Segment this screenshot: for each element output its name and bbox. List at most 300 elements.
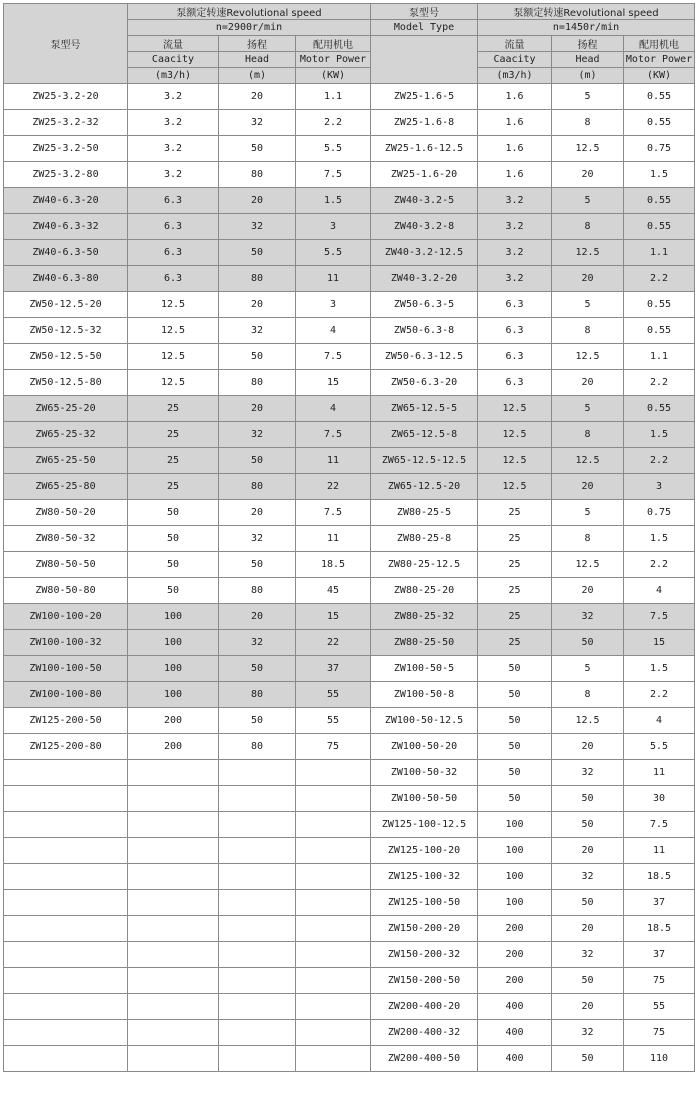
right-head-cell: 20 [552,838,624,864]
right-flow-cell: 1.6 [478,84,552,110]
right-flow-cell: 50 [478,656,552,682]
right-power-cell: 7.5 [624,812,695,838]
right-model-cell: ZW65-12.5-8 [371,422,478,448]
left-model-cell: ZW40-6.3-80 [4,266,128,292]
table-row [4,968,695,994]
right-head-cell: 50 [552,1046,624,1072]
left-model-cell: ZW50-12.5-20 [4,292,128,318]
left-flow-cell [128,942,219,968]
left-speed-title: 泵额定转速Revolutional speed [128,4,371,20]
right-power-cell: 0.55 [624,396,695,422]
right-power-cell: 15 [624,630,695,656]
left-model-cell: ZW65-25-50 [4,448,128,474]
left-head-cell: 50 [219,136,296,162]
right-model-cell: ZW40-3.2-8 [371,214,478,240]
right-model-cell: ZW50-6.3-5 [371,292,478,318]
right-model-cell: ZW80-25-8 [371,526,478,552]
right-flow-cell: 50 [478,734,552,760]
left-model-cell [4,838,128,864]
right-head-cell: 32 [552,604,624,630]
right-flow-cell: 400 [478,1046,552,1072]
left-model-cell: ZW25-3.2-50 [4,136,128,162]
left-model-cell: ZW25-3.2-32 [4,110,128,136]
right-power-cell: 18.5 [624,864,695,890]
left-model-cell: ZW80-50-80 [4,578,128,604]
right-model-cell: ZW40-3.2-5 [371,188,478,214]
left-head-cell: 80 [219,370,296,396]
left-flow-cell [128,786,219,812]
left-power-cell: 4 [296,318,371,344]
right-speed-value: n=1450r/min [478,20,695,36]
right-head-cell: 50 [552,890,624,916]
right-power-cell: 2.2 [624,682,695,708]
right-head-cell: 5 [552,292,624,318]
right-model-cell: ZW200-400-50 [371,1046,478,1072]
left-motor-unit: (KW) [296,68,371,84]
left-model-header: 泵型号 [4,4,128,84]
left-power-cell: 15 [296,370,371,396]
right-power-cell: 0.55 [624,84,695,110]
left-model-cell: ZW80-50-50 [4,552,128,578]
right-flow-cell: 100 [478,864,552,890]
table-row [4,84,695,110]
table-row [4,942,695,968]
table-row [4,136,695,162]
left-power-cell: 4 [296,396,371,422]
right-model-cell: ZW80-25-5 [371,500,478,526]
right-model-cell: ZW125-100-12.5 [371,812,478,838]
table-row [4,604,695,630]
right-power-cell: 2.2 [624,552,695,578]
left-model-cell [4,968,128,994]
right-motor-en: Motor Power [624,52,695,68]
left-power-cell [296,864,371,890]
left-flow-cell: 100 [128,656,219,682]
left-power-cell [296,1046,371,1072]
right-power-cell: 110 [624,1046,695,1072]
left-flow-cell: 6.3 [128,188,219,214]
left-model-cell: ZW65-25-32 [4,422,128,448]
left-model-cell [4,890,128,916]
right-head-cell: 20 [552,370,624,396]
left-head-cell [219,838,296,864]
left-head-cell [219,994,296,1020]
left-head-cell [219,916,296,942]
right-flow-cn: 流量 [478,36,552,52]
left-model-cell: ZW65-25-20 [4,396,128,422]
left-head-cell: 32 [219,630,296,656]
left-flow-unit: (m3/h) [128,68,219,84]
left-flow-cell [128,812,219,838]
right-head-cell: 32 [552,1020,624,1046]
left-flow-cell [128,994,219,1020]
table-row [4,110,695,136]
right-power-cell: 37 [624,942,695,968]
right-flow-cell: 25 [478,526,552,552]
left-speed-value: n=2900r/min [128,20,371,36]
right-head-cell: 8 [552,526,624,552]
table-row [4,214,695,240]
right-flow-cell: 200 [478,942,552,968]
right-model-cell: ZW65-12.5-5 [371,396,478,422]
table-row [4,682,695,708]
left-head-cell: 20 [219,396,296,422]
table-row [4,552,695,578]
left-head-cell: 80 [219,734,296,760]
left-head-cell: 20 [219,188,296,214]
left-head-cell [219,864,296,890]
right-model-cell: ZW125-100-20 [371,838,478,864]
left-head-cell: 32 [219,526,296,552]
right-power-cell: 0.55 [624,214,695,240]
right-head-cell: 12.5 [552,448,624,474]
left-power-cell [296,916,371,942]
left-flow-cell: 100 [128,630,219,656]
right-power-cell: 0.55 [624,292,695,318]
right-flow-cell: 6.3 [478,292,552,318]
left-flow-cell: 12.5 [128,370,219,396]
right-model-cell: ZW50-6.3-20 [371,370,478,396]
right-model-cell: ZW65-12.5-20 [371,474,478,500]
right-power-cell: 75 [624,1020,695,1046]
right-power-cell: 1.5 [624,656,695,682]
left-head-cell: 20 [219,292,296,318]
table-row [4,266,695,292]
right-model-cell: ZW50-6.3-8 [371,318,478,344]
left-power-cell: 45 [296,578,371,604]
right-head-cell: 20 [552,162,624,188]
table-row [4,708,695,734]
left-model-cell: ZW50-12.5-50 [4,344,128,370]
right-head-unit: (m) [552,68,624,84]
left-model-cell: ZW100-100-20 [4,604,128,630]
right-head-cell: 20 [552,578,624,604]
right-flow-cell: 200 [478,968,552,994]
right-power-cell: 2.2 [624,266,695,292]
left-flow-cell: 25 [128,396,219,422]
right-model-cell: ZW200-400-32 [371,1020,478,1046]
left-flow-cell [128,864,219,890]
right-model-cell: ZW100-50-5 [371,656,478,682]
right-model-cell: ZW100-50-32 [371,760,478,786]
left-power-cell: 7.5 [296,500,371,526]
left-head-cell: 80 [219,682,296,708]
left-power-cell: 55 [296,708,371,734]
left-head-cell: 32 [219,110,296,136]
right-head-cell: 5 [552,396,624,422]
right-power-cell: 4 [624,708,695,734]
right-power-cell: 1.5 [624,526,695,552]
left-head-cn: 扬程 [219,36,296,52]
right-flow-cell: 3.2 [478,188,552,214]
right-head-cell: 5 [552,500,624,526]
left-model-cell [4,994,128,1020]
table-row [4,630,695,656]
left-model-cell: ZW65-25-80 [4,474,128,500]
table-row [4,890,695,916]
right-power-cell: 55 [624,994,695,1020]
right-flow-cell: 25 [478,604,552,630]
right-head-cell: 12.5 [552,344,624,370]
table-row [4,448,695,474]
right-head-cell: 50 [552,630,624,656]
left-power-cell: 15 [296,604,371,630]
right-head-cell: 32 [552,942,624,968]
right-flow-en: Caacity [478,52,552,68]
left-flow-en: Caacity [128,52,219,68]
left-head-cell [219,942,296,968]
right-model-cell: ZW25-1.6-8 [371,110,478,136]
left-flow-cell: 200 [128,708,219,734]
right-model-cell: ZW80-25-12.5 [371,552,478,578]
left-model-cell: ZW125-200-80 [4,734,128,760]
left-power-cell [296,812,371,838]
table-row [4,422,695,448]
right-head-cell: 50 [552,786,624,812]
left-head-cell: 50 [219,552,296,578]
right-model-cell: ZW40-3.2-20 [371,266,478,292]
left-power-cell [296,890,371,916]
table-row [4,370,695,396]
right-model-cell: ZW125-100-32 [371,864,478,890]
right-head-cell: 20 [552,266,624,292]
right-head-cell: 8 [552,682,624,708]
right-flow-unit: (m3/h) [478,68,552,84]
left-power-cell: 37 [296,656,371,682]
right-power-cell: 0.75 [624,500,695,526]
left-model-cell: ZW40-6.3-50 [4,240,128,266]
right-flow-cell: 100 [478,812,552,838]
left-power-cell: 5.5 [296,240,371,266]
right-power-cell: 11 [624,838,695,864]
right-head-cell: 20 [552,916,624,942]
left-model-cell: ZW100-100-32 [4,630,128,656]
right-power-cell: 0.75 [624,136,695,162]
left-power-cell: 11 [296,526,371,552]
left-power-cell [296,968,371,994]
right-power-cell: 2.2 [624,370,695,396]
left-model-cell: ZW40-6.3-32 [4,214,128,240]
right-flow-cell: 100 [478,890,552,916]
table-row [4,838,695,864]
left-model-cell [4,760,128,786]
right-model-cell: ZW50-6.3-12.5 [371,344,478,370]
left-head-cell: 20 [219,500,296,526]
left-flow-cell: 3.2 [128,136,219,162]
right-power-cell: 11 [624,760,695,786]
right-model-cell: ZW25-1.6-20 [371,162,478,188]
left-power-cell [296,1020,371,1046]
table-row [4,188,695,214]
right-head-cell: 12.5 [552,240,624,266]
right-flow-cell: 400 [478,1020,552,1046]
left-model-cell [4,1046,128,1072]
right-power-cell: 1.1 [624,240,695,266]
left-head-cell: 20 [219,604,296,630]
right-model-header-blank [371,36,478,84]
right-model-cell: ZW150-200-20 [371,916,478,942]
table-row [4,318,695,344]
left-power-cell: 22 [296,474,371,500]
left-model-cell: ZW25-3.2-20 [4,84,128,110]
left-model-cell: ZW25-3.2-80 [4,162,128,188]
right-model-cell: ZW80-25-32 [371,604,478,630]
right-speed-title: 泵额定转速Revolutional speed [478,4,695,20]
right-head-cell: 8 [552,318,624,344]
right-model-cell: ZW150-200-50 [371,968,478,994]
right-flow-cell: 6.3 [478,370,552,396]
right-power-cell: 5.5 [624,734,695,760]
right-flow-cell: 200 [478,916,552,942]
right-model-header-en: Model Type [371,20,478,36]
left-model-cell [4,864,128,890]
left-flow-cell: 200 [128,734,219,760]
table-row [4,474,695,500]
right-head-cell: 20 [552,474,624,500]
table-row [4,240,695,266]
left-flow-cell: 25 [128,422,219,448]
left-flow-cell: 100 [128,682,219,708]
right-model-header-cn: 泵型号 [371,4,478,20]
table-row [4,578,695,604]
left-power-cell: 1.1 [296,84,371,110]
left-head-unit: (m) [219,68,296,84]
right-power-cell: 37 [624,890,695,916]
left-head-cell: 20 [219,84,296,110]
right-flow-cell: 3.2 [478,214,552,240]
left-model-cell: ZW80-50-20 [4,500,128,526]
left-flow-cell: 25 [128,474,219,500]
left-power-cell: 7.5 [296,344,371,370]
left-flow-cell: 3.2 [128,84,219,110]
right-head-cell: 12.5 [552,136,624,162]
right-head-cn: 扬程 [552,36,624,52]
left-flow-cn: 流量 [128,36,219,52]
left-model-cell [4,942,128,968]
table-row [4,396,695,422]
left-flow-cell: 12.5 [128,318,219,344]
left-head-cell: 50 [219,708,296,734]
right-flow-cell: 12.5 [478,396,552,422]
left-head-cell: 50 [219,448,296,474]
left-flow-cell: 50 [128,578,219,604]
left-flow-cell: 50 [128,552,219,578]
table-row [4,1020,695,1046]
left-flow-cell [128,890,219,916]
left-head-cell [219,786,296,812]
left-power-cell: 3 [296,214,371,240]
right-head-cell: 5 [552,84,624,110]
left-model-cell: ZW125-200-50 [4,708,128,734]
right-flow-cell: 1.6 [478,162,552,188]
left-flow-cell: 3.2 [128,110,219,136]
left-power-cell: 5.5 [296,136,371,162]
left-model-cell [4,916,128,942]
right-head-cell: 8 [552,422,624,448]
left-power-cell [296,838,371,864]
table-row [4,500,695,526]
right-flow-cell: 12.5 [478,422,552,448]
left-power-cell [296,942,371,968]
table-row [4,864,695,890]
left-head-cell: 32 [219,422,296,448]
right-head-cell: 8 [552,214,624,240]
left-head-en: Head [219,52,296,68]
table-row [4,994,695,1020]
right-model-cell: ZW200-400-20 [371,994,478,1020]
left-flow-cell: 25 [128,448,219,474]
right-flow-cell: 25 [478,630,552,656]
table-row [4,916,695,942]
left-model-cell: ZW50-12.5-32 [4,318,128,344]
left-power-cell: 7.5 [296,162,371,188]
left-power-cell: 11 [296,448,371,474]
table-row [4,760,695,786]
right-power-cell: 7.5 [624,604,695,630]
left-model-cell: ZW100-100-50 [4,656,128,682]
left-flow-cell: 50 [128,526,219,552]
right-head-cell: 8 [552,110,624,136]
left-head-cell: 50 [219,656,296,682]
right-power-cell: 3 [624,474,695,500]
left-motor-en: Motor Power [296,52,371,68]
right-head-cell: 20 [552,734,624,760]
right-head-cell: 32 [552,864,624,890]
left-head-cell: 50 [219,240,296,266]
left-power-cell: 11 [296,266,371,292]
left-flow-cell: 6.3 [128,266,219,292]
right-power-cell: 4 [624,578,695,604]
left-power-cell [296,994,371,1020]
right-flow-cell: 50 [478,786,552,812]
right-model-cell: ZW100-50-12.5 [371,708,478,734]
left-head-cell [219,760,296,786]
left-head-cell: 32 [219,318,296,344]
left-head-cell [219,812,296,838]
right-head-cell: 50 [552,812,624,838]
left-power-cell: 1.5 [296,188,371,214]
right-flow-cell: 25 [478,500,552,526]
right-power-cell: 1.5 [624,162,695,188]
left-flow-cell: 50 [128,500,219,526]
left-flow-cell [128,838,219,864]
right-head-cell: 50 [552,968,624,994]
left-model-cell: ZW40-6.3-20 [4,188,128,214]
right-head-cell: 5 [552,188,624,214]
right-flow-cell: 6.3 [478,318,552,344]
right-flow-cell: 25 [478,552,552,578]
right-model-cell: ZW125-100-50 [371,890,478,916]
left-flow-cell: 3.2 [128,162,219,188]
right-power-cell: 0.55 [624,188,695,214]
left-head-cell: 80 [219,162,296,188]
right-flow-cell: 3.2 [478,266,552,292]
left-flow-cell [128,916,219,942]
right-power-cell: 1.1 [624,344,695,370]
table-row [4,786,695,812]
left-model-cell: ZW80-50-32 [4,526,128,552]
right-power-cell: 0.55 [624,110,695,136]
right-flow-cell: 3.2 [478,240,552,266]
left-model-cell [4,812,128,838]
left-flow-cell [128,760,219,786]
right-power-cell: 1.5 [624,422,695,448]
left-head-cell: 80 [219,474,296,500]
right-model-cell: ZW150-200-32 [371,942,478,968]
right-power-cell: 30 [624,786,695,812]
right-flow-cell: 25 [478,578,552,604]
right-head-cell: 12.5 [552,708,624,734]
